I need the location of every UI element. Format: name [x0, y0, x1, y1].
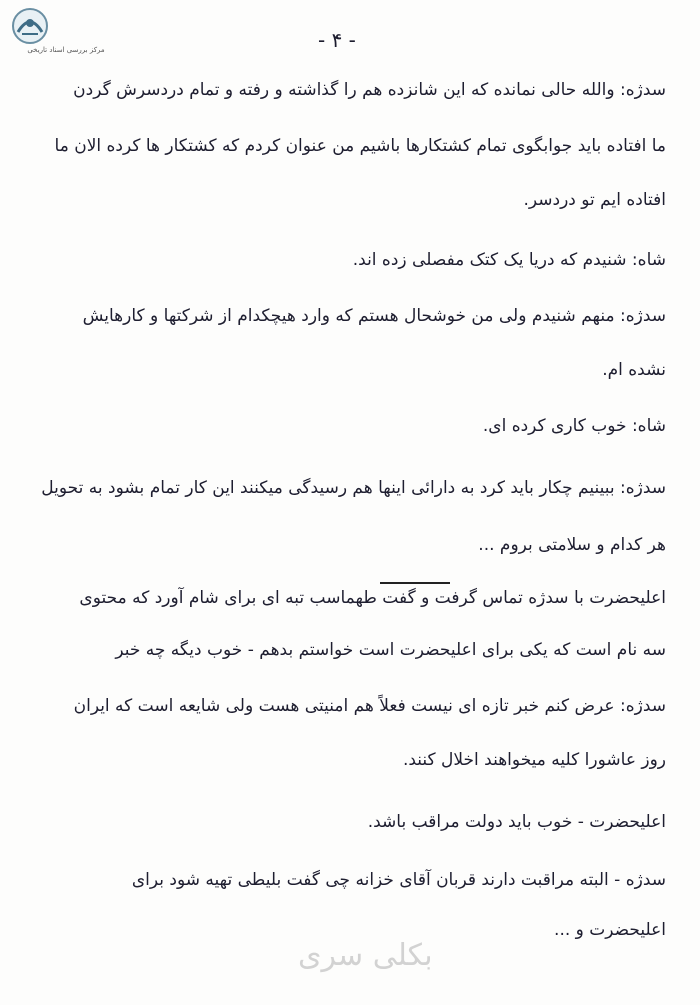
text-line: سدژه: ببینیم چکار باید کرد به دارائی اینها هم رسیدگی میکنند این کار تمام بشود به تحویل [41, 478, 666, 498]
archive-logo-text: مرکز بررسی اسناد تاریخی [27, 46, 105, 54]
page-number: - ۴ - [318, 28, 356, 52]
text-line: سدژه - البته مراقبت دارند قربان آقای خزانه چی گفت بلیطی تهیه شود برای [131, 870, 666, 890]
archive-logo [6, 6, 126, 56]
text-line: اعلیحضرت با سدژه تماس گرفت و گفت طهماسب تبه ای برای شام آورد که محتوی [79, 588, 666, 608]
text-line: ما افتاده باید جوابگوی تمام کشتکارها باشیم من عنوان کردم که کشتکار ها کرده الان ما [54, 136, 666, 156]
classification-stamp: بکلی سری [298, 938, 433, 973]
text-line: سدژه: منهم شنیدم ولی من خوشحال هستم که وارد هیچکدام از شرکتها و کارهایش [82, 306, 666, 326]
text-line: سدژه: والله حالی نمانده که این شانزده هم را گذاشته و رفته و تمام دردسرش گردن [73, 80, 666, 100]
text-line: شاه: خوب کاری کرده ای. [482, 416, 666, 436]
text-line: اعلیحضرت و ... [554, 920, 666, 940]
text-line: اعلیحضرت - خوب باید دولت مراقب باشد. [367, 812, 666, 832]
text-line: شاه: شنیدم که دریا یک کتک مفصلی زده اند. [352, 250, 666, 270]
text-line: هر کدام و سلامتی بروم ... [478, 535, 666, 555]
archive-emblem-icon [8, 6, 52, 46]
text-line: سه نام است که یکی برای اعلیحضرت است خواستم بدهم - خوب دیگه چه خبر [115, 640, 666, 660]
text-line: سدژه: عرض کنم خبر تازه ای نیست فعلاً هم امنیتی هست ولی شایعه است که ایران [73, 696, 666, 716]
text-line: افتاده ایم تو دردسر. [523, 190, 666, 210]
text-line: نشده ام. [602, 360, 666, 380]
underline-mark [380, 582, 450, 584]
text-line: روز عاشورا کلیه میخواهند اخلال کنند. [402, 750, 666, 770]
